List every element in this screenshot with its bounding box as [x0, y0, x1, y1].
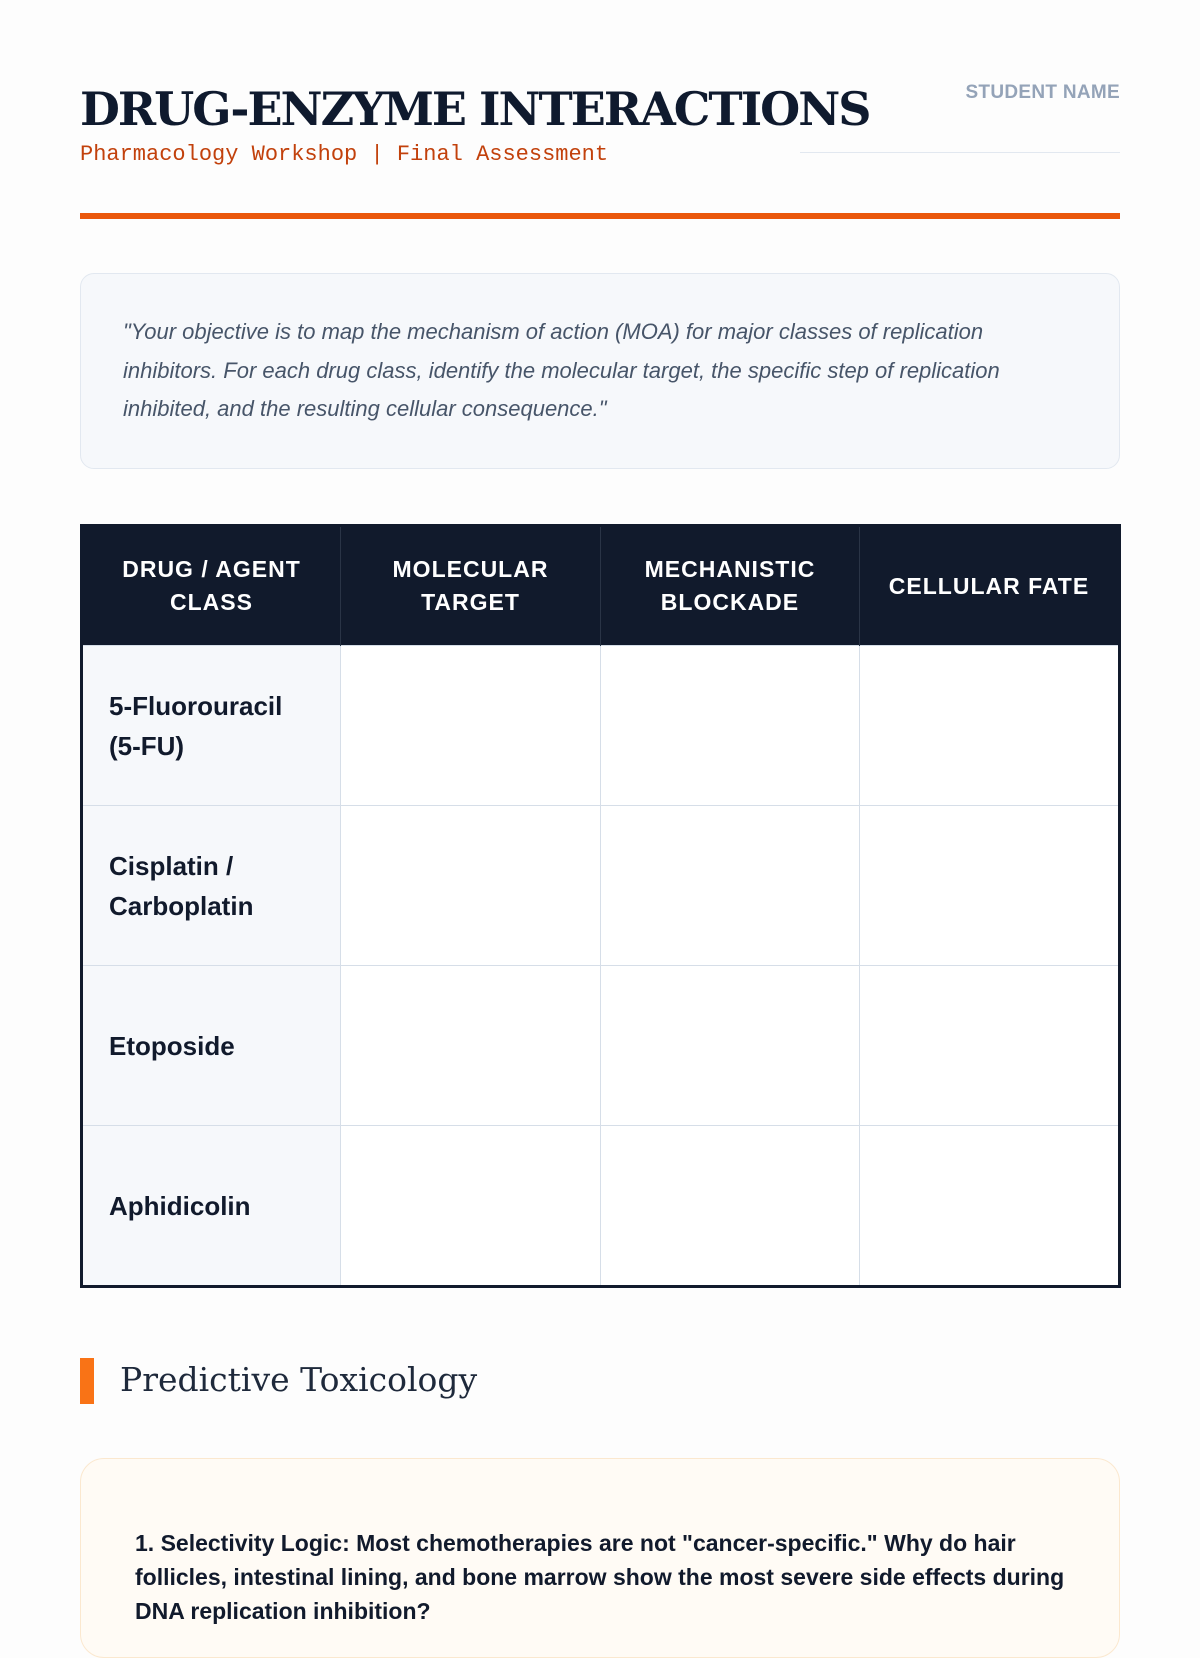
- molecular-target-answer-cell[interactable]: [340, 646, 600, 806]
- student-name-field[interactable]: [800, 152, 1120, 153]
- column-header-mechanistic-blockade: MECHANISTIC BLOCKADE: [600, 526, 859, 646]
- section-accent-bar: [80, 1358, 94, 1404]
- cellular-fate-answer-cell[interactable]: [859, 966, 1119, 1126]
- table-row: [82, 806, 1120, 966]
- cellular-fate-answer-cell[interactable]: [859, 1126, 1119, 1287]
- table-row: [82, 646, 1120, 806]
- cellular-fate-answer-cell[interactable]: [859, 806, 1119, 966]
- section-title: Predictive Toxicology: [120, 1360, 478, 1399]
- mechanistic-blockade-answer-cell[interactable]: [600, 966, 859, 1126]
- drug-name-cell: 5-Fluorouracil (5-FU): [82, 646, 341, 806]
- drug-name-cell: Etoposide: [82, 966, 341, 1126]
- table-row: [82, 1126, 1120, 1287]
- mechanistic-blockade-answer-cell[interactable]: [600, 1126, 859, 1287]
- column-header-cellular-fate: CELLULAR FATE: [859, 526, 1119, 646]
- cellular-fate-answer-cell[interactable]: [859, 646, 1119, 806]
- page-title: DRUG-ENZYME INTERACTIONS: [80, 82, 870, 136]
- molecular-target-answer-cell[interactable]: [340, 966, 600, 1126]
- moa-table: [80, 524, 1121, 1288]
- question-text: 1. Selectivity Logic: Most chemotherapies are not "cancer-specific." Why do hair follicles, intestinal lining, and bone marrow show the most severe side effects during DNA replication inhibition?: [135, 1530, 1065, 1624]
- table-header-row: [82, 526, 1120, 646]
- table-row: [82, 966, 1120, 1126]
- molecular-target-answer-cell[interactable]: [340, 1126, 600, 1287]
- drug-name-cell: Aphidicolin: [82, 1126, 341, 1287]
- question-card: [80, 1458, 1120, 1658]
- mechanistic-blockade-answer-cell[interactable]: [600, 646, 859, 806]
- worksheet-header: [80, 60, 1120, 220]
- objective-box: [80, 273, 1120, 469]
- mechanistic-blockade-answer-cell[interactable]: [600, 806, 859, 966]
- objective-text: "Your objective is to map the mechanism of action (MOA) for major classes of replication inhibitors. For each drug class, identify the molecular target, the specific step of replication inhibited, and the resulting cellular consequence.": [123, 319, 1000, 421]
- molecular-target-answer-cell[interactable]: [340, 806, 600, 966]
- header-divider: [80, 213, 1120, 219]
- column-header-drug-class: DRUG / AGENT CLASS: [82, 526, 341, 646]
- page-subtitle: Pharmacology Workshop | Final Assessment: [80, 142, 609, 167]
- drug-name-cell: Cisplatin / Carboplatin: [82, 806, 341, 966]
- column-header-molecular-target: MOLECULAR TARGET: [340, 526, 600, 646]
- student-name-label: STUDENT NAME: [965, 82, 1120, 103]
